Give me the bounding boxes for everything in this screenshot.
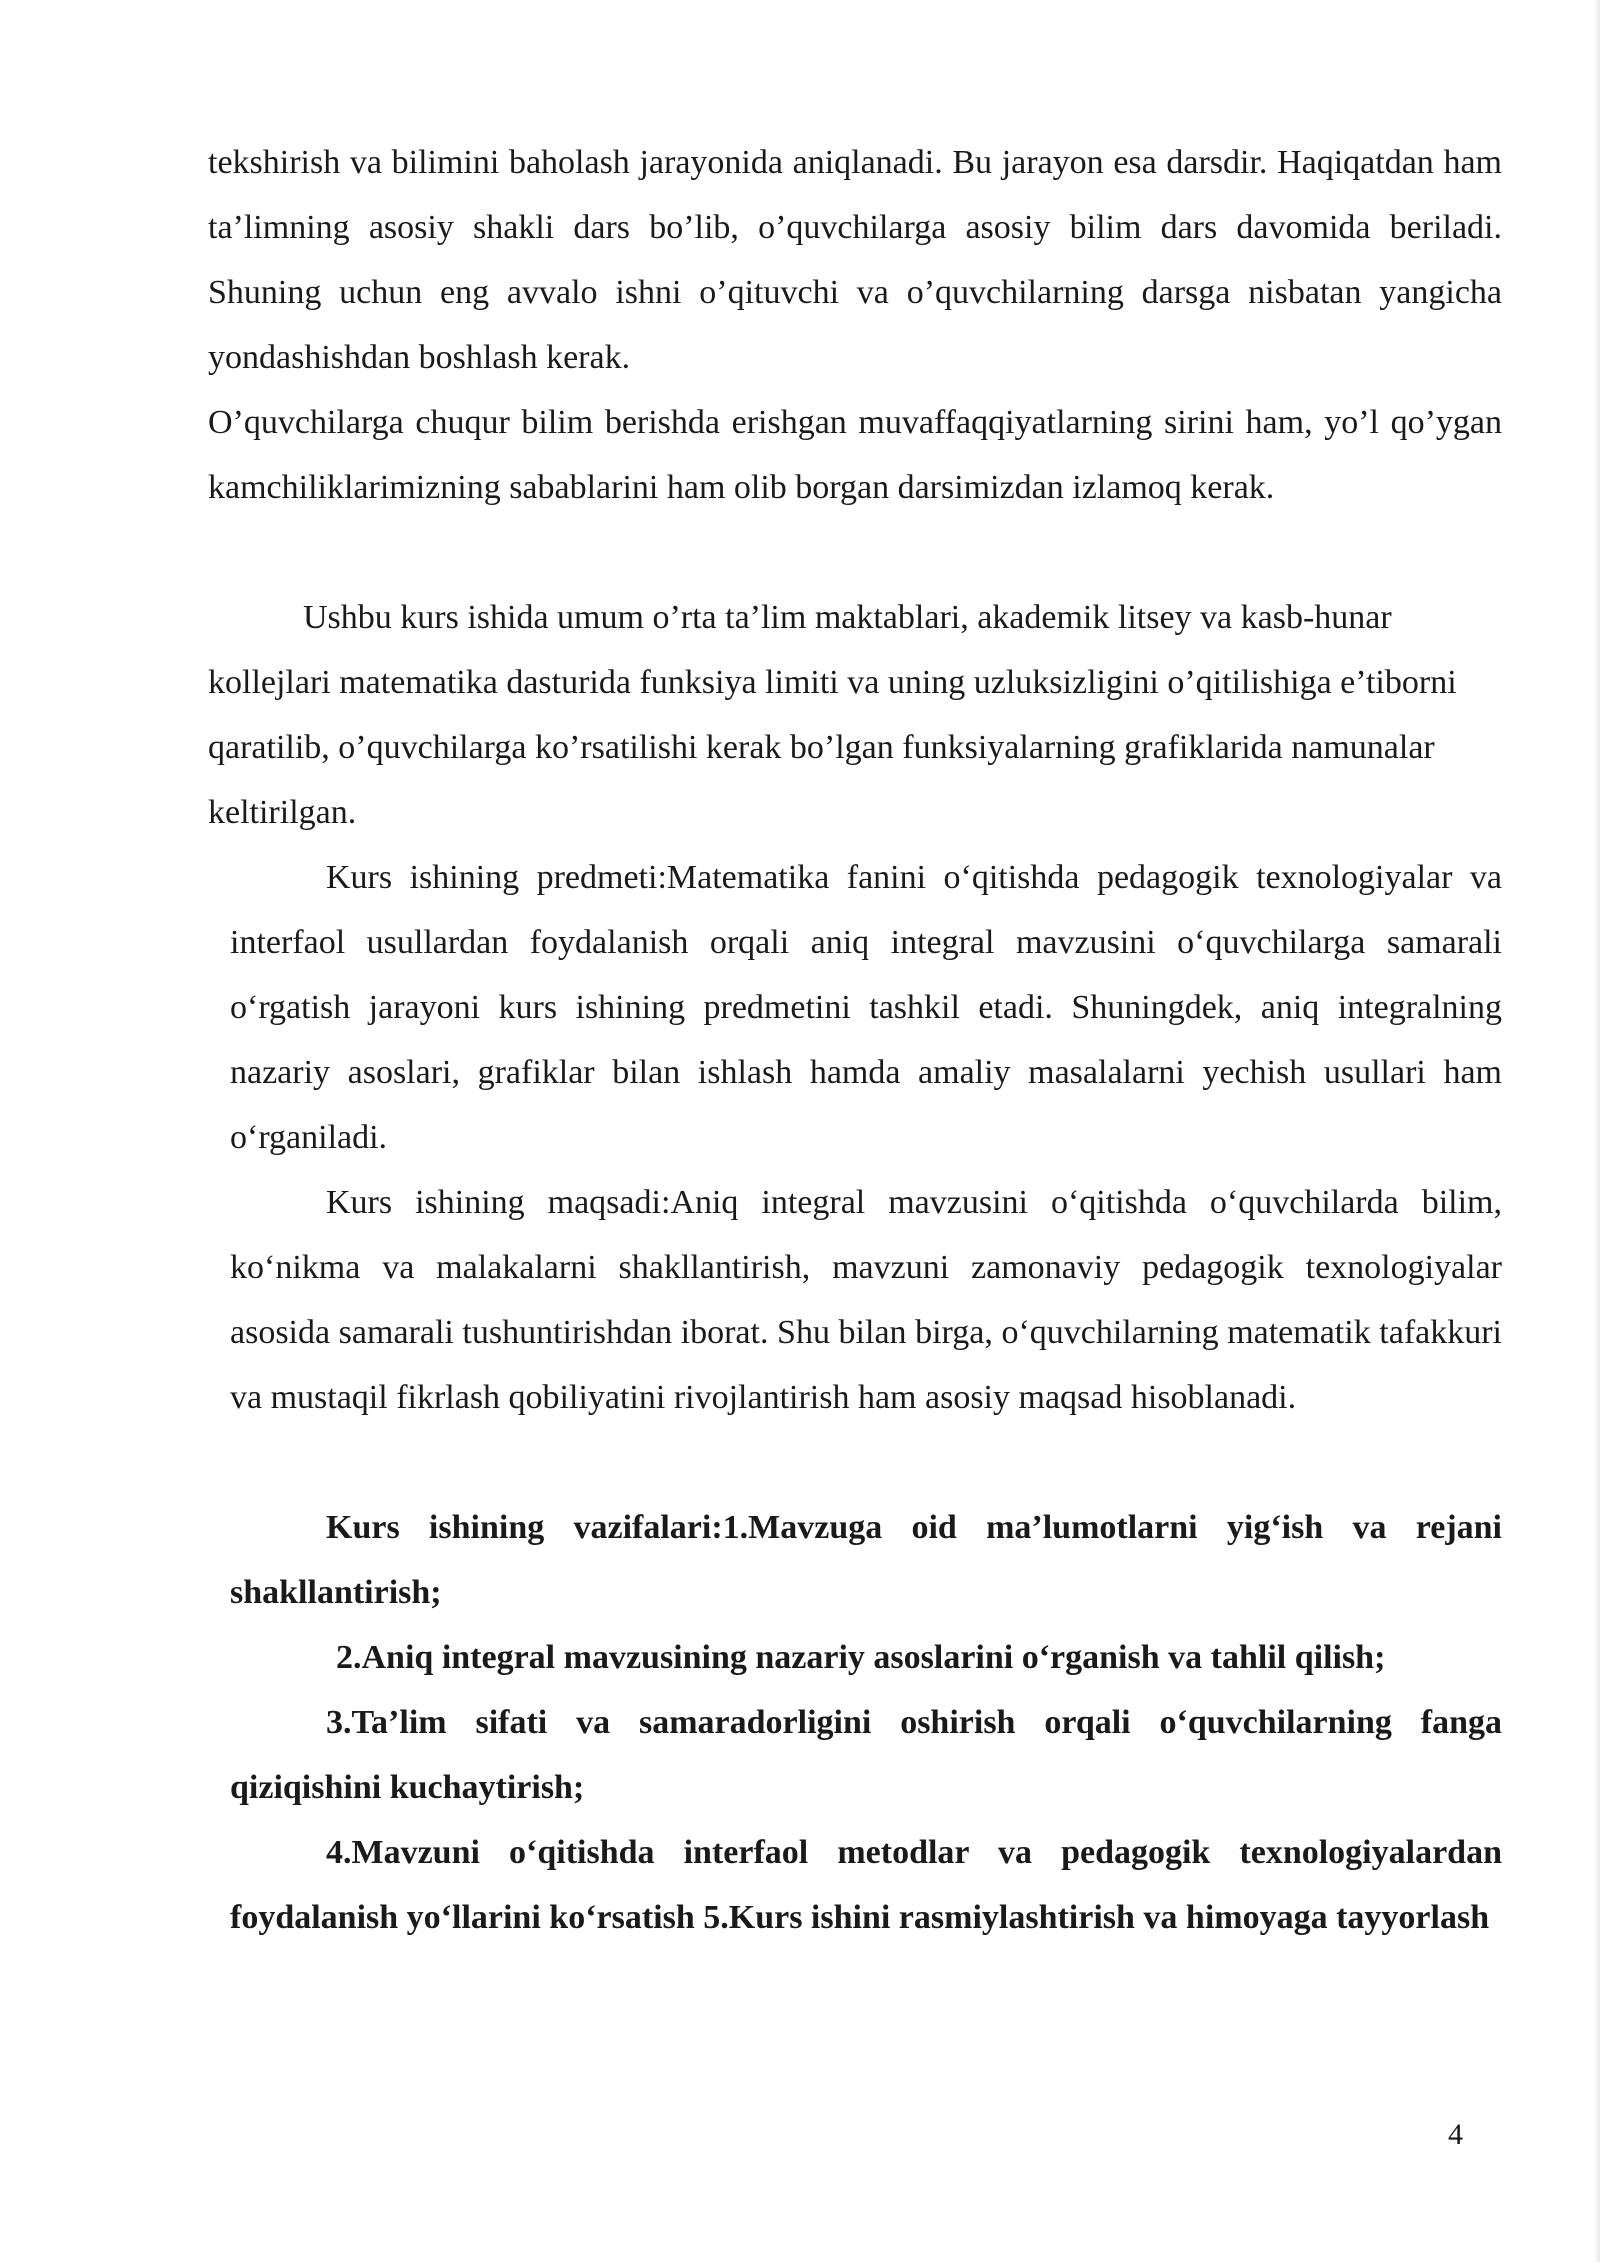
subject-section <box>230 845 1502 1170</box>
task-item-4-5: 4.Mavzuni o‘qitishda interfaol metodlar va pedagogik texnologiyalardan foydalanish yo‘llarini ko‘rsatish 5.Kurs ishini rasmiylashtirish va himoyaga tayyorlash <box>230 1834 1502 1936</box>
task-item-2: 2.Aniq integral mavzusining nazariy asoslarini o‘rganish va tahlil qilish; <box>336 1639 1386 1676</box>
course-scope-section <box>208 585 1458 845</box>
paragraph-kurs-ishi: Ushbu kurs ishida umum o’rta ta’lim maktablari, akademik litsey va kasb-hunar kollejlari matematika dasturida funksiya limiti va uning uzluksizligini o’qitilishiga e’tiborni qaratilib, o’quvchilarga ko’rsatilishi kerak bo’lgan funksiyalarning grafiklarida namunalar keltirilgan. <box>208 599 1457 831</box>
paragraph-bilim: O’quvchilarga chuqur bilim berishda erishgan muvaffaqqiyatlarning sirini ham, yo’l qo’ygan kamchiliklarimizning sabablarini ham olib borgan darsimizdan izlamoq kerak. <box>208 404 1502 506</box>
goal-section <box>230 1170 1502 1430</box>
paragraph-predmeti: Kurs ishining predmeti:Matematika fanini o‘qitishda pedagogik texnologiyalar va interfaol usullardan foydalanish orqali aniq integral mavzusini o‘quvchilarga samarali o‘rgatish jarayoni kurs ishining predmetini tashkil etadi. Shuningdek, aniq integralning nazariy asoslari, grafiklar bilan ishlash hamda amaliy masalalarni yechish usullari ham o‘rganiladi. <box>230 859 1502 1156</box>
page-edge-shadow <box>1594 0 1600 2262</box>
paragraph-maqsadi: Kurs ishining maqsadi:Aniq integral mavzusini o‘qitishda o‘quvchilarda bilim, ko‘nikma va malakalarni shakllantirish, mavzuni zamonaviy pedagogik texnologiyalar asosida samarali tushuntirishdan iborat. Shu bilan birga, o‘quvchilarning matematik tafakkuri va mustaqil fikrlash qobiliyatini rivojlantirish ham asosiy maqsad hisoblanadi. <box>230 1184 1502 1416</box>
tasks-section <box>230 1495 1502 1950</box>
page-number: 4 <box>1448 2118 1463 2151</box>
paragraph-dars: tekshirish va bilimini baholash jarayonida aniqlanadi. Bu jarayon esa darsdir. Haqiqatdan ham ta’limning asosiy shakli dars bo’lib, o’quvchilarga asosiy bilim dars davomida beriladi. Shuning uchun eng avvalo ishni o’qituvchi va o’quvchilarning darsga nisbatan yangicha yondashishdan boshlash kerak. <box>208 144 1502 376</box>
intro-section <box>208 130 1502 520</box>
task-item-1: Kurs ishining vazifalari:1.Mavzuga oid ma’lumotlarni yig‘ish va rejani shakllantirish; <box>230 1509 1502 1611</box>
task-item-3: 3.Ta’lim sifati va samaradorligini oshirish orqali o‘quvchilarning fanga qiziqishini kuchaytirish; <box>230 1704 1502 1806</box>
